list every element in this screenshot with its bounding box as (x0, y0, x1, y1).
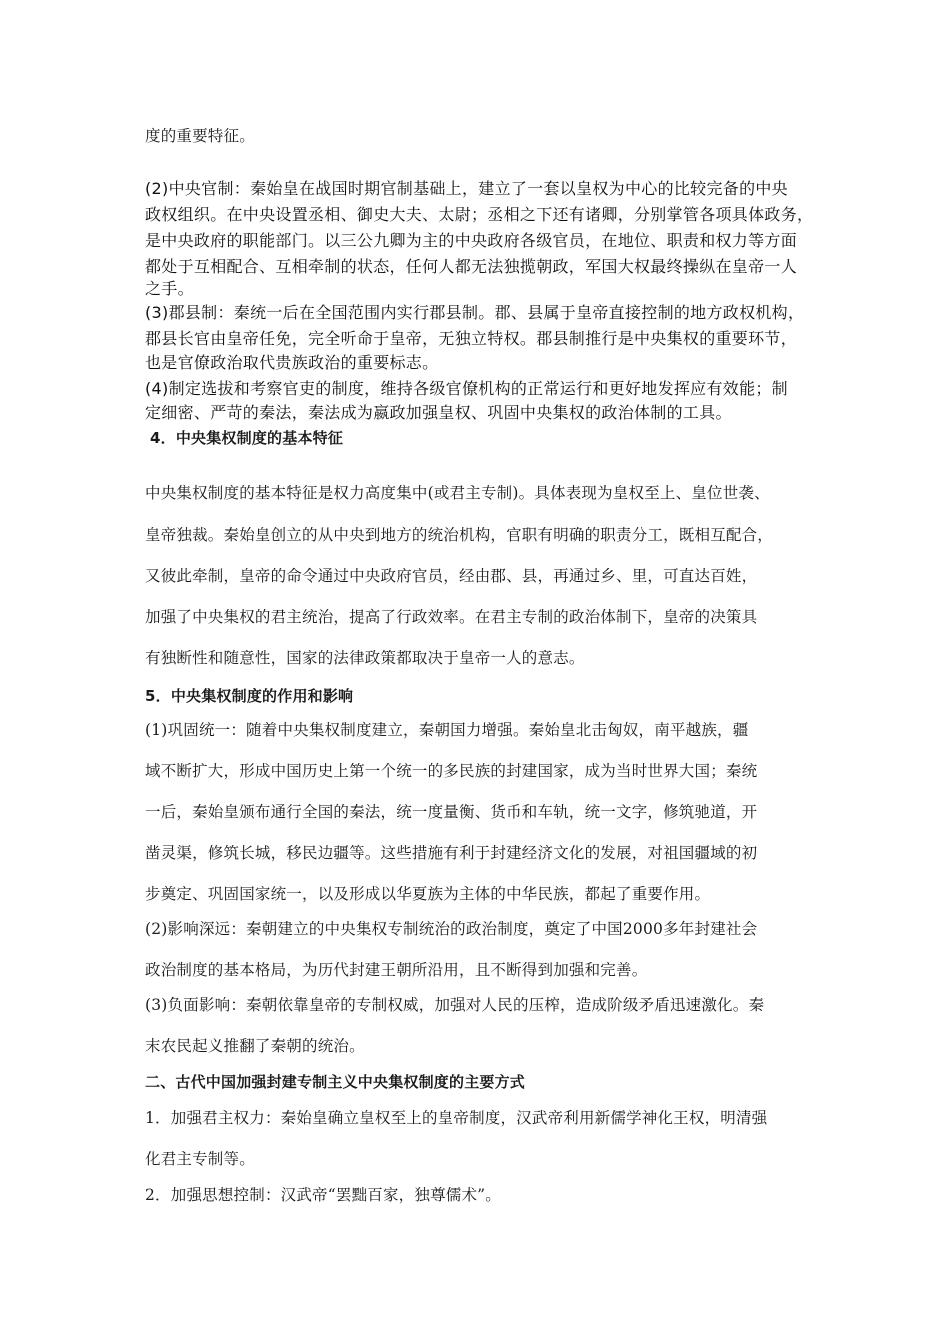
text-line: 也是官僚政治取代贵族政治的重要标志。 (145, 353, 439, 372)
text-line: 之手。 (145, 279, 194, 298)
text-line: 一后，秦始皇颁布通行全国的秦法，统一度量衡、货币和车轨，统一文字，修筑驰道，开 (145, 803, 758, 821)
chapter-heading: 二、古代中国加强封建专制主义中央集权制度的主要方式 (145, 1073, 526, 1091)
text-line: 域不断扩大，形成中国历史上第一个统一的多民族的封建国家，成为当时世界大国；秦统 (145, 762, 758, 780)
text-line: (2)中央官制：秦始皇在战国时期官制基础上，建立了一套以皇权为中心的比较完备的中央 (145, 179, 788, 198)
text-line: 政权组织。在中央设置丞相、御史大夫、太尉；丞相之下还有诸卿，分别掌管各项具体政务， (145, 205, 814, 224)
text-line: (4)制定选拔和考察官吏的制度，维持各级官僚机构的正常运行和更好地发挥应有效能；制 (145, 379, 788, 398)
text-line: 政治制度的基本格局，为历代封建王朝所沿用，且不断得到加强和完善。 (145, 961, 648, 979)
text-line: 皇帝独裁。秦始皇创立的从中央到地方的统治机构，官职有明确的职责分工，既相互配合， (145, 526, 774, 544)
text-line: 定细密、严苛的秦法，秦法成为嬴政加强皇权、巩固中央集权的政治体制的工具。 (145, 403, 732, 422)
text-line: 1．加强君主权力：秦始皇确立皇权至上的皇帝制度，汉武帝利用新儒学神化王权，明清强 (145, 1109, 768, 1127)
section-heading: 4．中央集权制度的基本特征 (150, 429, 344, 447)
text-line: (1)巩固统一：随着中央集权制度建立，秦朝国力增强。秦始皇北击匈奴，南平越族，疆 (145, 721, 749, 739)
text-line: 郡县长官由皇帝任免，完全听命于皇帝，无独立特权。郡县制推行是中央集权的重要环节， (145, 329, 798, 348)
text-line: 2．加强思想控制：汉武帝“罢黜百家，独尊儒术”。 (145, 1186, 502, 1204)
section-heading: 5．中央集权制度的作用和影响 (145, 687, 354, 705)
text-line: 末农民起义推翻了秦朝的统治。 (145, 1037, 365, 1055)
text-line: 都处于互相配合、互相牵制的状态，任何人都无法独揽朝政，军国大权最终操纵在皇帝一人 (145, 257, 798, 276)
text-line: (3)负面影响：秦朝依靠皇帝的专制权威，加强对人民的压榨，造成阶级矛盾迅速激化。秦 (145, 996, 765, 1014)
text-line: (2)影响深远：秦朝建立的中央集权专制统治的政治制度，奠定了中国2000多年封建社会 (145, 920, 758, 938)
text-line: 凿灵渠，修筑长城，移民边疆等。这些措施有利于封建经济文化的发展，对祖国疆域的初 (145, 844, 758, 862)
text-line: 步奠定、巩固国家统一，以及形成以华夏族为主体的中华民族，都起了重要作用。 (145, 885, 711, 903)
text-line: 又彼此牵制，皇帝的命令通过中央政府官员，经由郡、县，再通过乡、里，可直达百姓， (145, 567, 758, 585)
text-line: 是中央政府的职能部门。以三公九卿为主的中央政府各级官员，在地位、职责和权力等方面 (145, 231, 798, 250)
text-line: (3)郡县制：秦统一后在全国范围内实行郡县制。郡、县属于皇帝直接控制的地方政权机构， (145, 303, 805, 322)
text-line: 有独断性和随意性，国家的法律政策都取决于皇帝一人的意志。 (145, 649, 585, 667)
text-line: 化君主专制等。 (145, 1150, 255, 1168)
text-line: 度的重要特征。 (145, 127, 255, 145)
text-line: 加强了中央集权的君主统治，提高了行政效率。在君主专制的政治体制下，皇帝的决策具 (145, 608, 758, 626)
text-line: 中央集权制度的基本特征是权力高度集中(或君主专制)。具体表现为皇权至上、皇位世袭、 (145, 484, 770, 502)
